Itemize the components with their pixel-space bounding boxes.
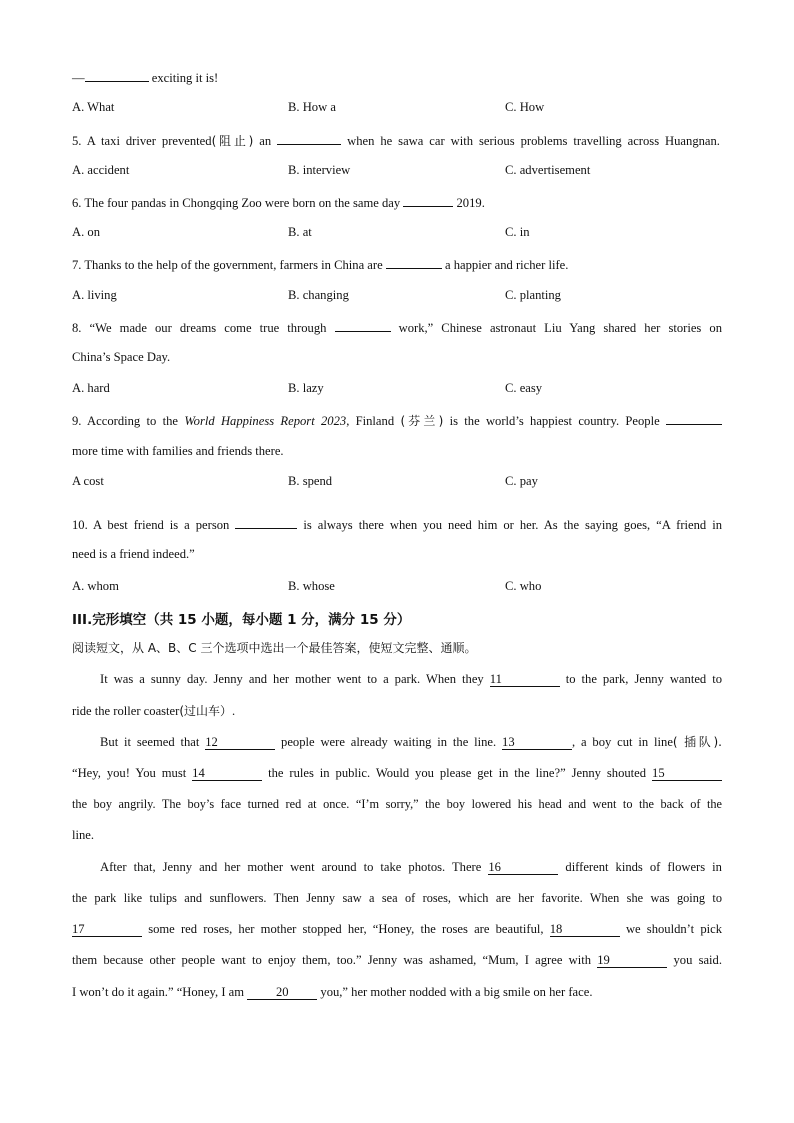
cloze-blank-16[interactable]: 16 [488,860,558,875]
q9-option-c[interactable]: C. pay [505,474,538,488]
q7-option-b[interactable]: B. changing [288,288,349,302]
cloze-blank-14[interactable]: 14 [192,766,262,781]
passage-line: them because other people want to enjoy them, too.” Jenny was ashamed, “Mum, I agree with 19 you said. [72,953,723,967]
passage-line: After that, Jenny and her mother went around to take photos. There 16 different kinds of flowers in [100,860,722,874]
cloze-blank-12[interactable]: 12 [205,735,275,750]
passage-line: the boy angrily. The boy’s face turned red at once. “I’m sorry,” the boy lowered his head and went to the back of the [72,797,722,811]
question-5-stem: 5. A taxi driver prevented(阻止) an when he sawa car with serious problems travelling across Huangnan. [72,131,720,149]
answer-blank[interactable] [277,131,341,145]
q9-option-b[interactable]: B. spend [288,474,333,488]
passage-line: It was a sunny day. Jenny and her mother went to a park. When they 11 to the park, Jenny wanted to [100,672,723,686]
q6-option-a[interactable]: A. on [72,225,100,239]
passage-line: But it seemed that 12 people were already waiting in the line. 13 , a boy cut in line( 插队). [100,735,722,749]
question-8-stem-line2: China’s Space Day. [72,350,171,364]
q5-option-a[interactable]: A. accident [72,163,130,177]
q5-option-b[interactable]: B. interview [288,163,351,177]
question-8-stem: 8. “We made our dreams come true through work,” Chinese astronaut Liu Yang shared her stories on [72,318,722,336]
q8-option-a[interactable]: A. hard [72,381,110,395]
passage-line: 17 some red roses, her mother stopped her, “Honey, the roses are beautiful, 18 we shouldn’t pick [72,922,723,936]
cloze-blank-20[interactable]: 20 [247,985,317,1000]
cloze-blank-11[interactable]: 11 [490,672,560,687]
q6-option-c[interactable]: C. in [505,225,530,239]
section-title: III.完形填空（共 15 小题，每小题 1 分，满分 15 分） [72,612,411,628]
answer-blank[interactable] [235,515,297,529]
q6-option-b[interactable]: B. at [288,225,312,239]
question-10-stem-line2: need is a friend indeed.” [72,547,195,561]
q5-option-c[interactable]: C. advertisement [505,163,591,177]
question-9-stem-line2: more time with families and friends there. [72,444,284,458]
q4-option-c[interactable]: C. How [505,100,545,114]
cloze-blank-18[interactable]: 18 [550,922,620,937]
cloze-blank-19[interactable]: 19 [597,953,667,968]
q8-option-b[interactable]: B. lazy [288,381,324,395]
cloze-blank-17[interactable]: 17 [72,922,142,937]
q8-option-c[interactable]: C. easy [505,381,543,395]
q7-option-a[interactable]: A. living [72,288,117,302]
passage-line: “Hey, you! You must 14 the rules in public. Would you please get in the line?” Jenny shouted 15 [72,765,722,781]
question-7-stem: 7. Thanks to the help of the government, farmers in China are a happier and richer life. [72,255,568,273]
q10-option-c[interactable]: C. who [505,579,542,593]
q9-option-a[interactable]: A cost [72,474,104,488]
q4-option-b[interactable]: B. How a [288,100,336,114]
question-4-stem: — exciting it is! [72,68,218,86]
q4-option-a[interactable]: A. What [72,100,115,114]
cloze-blank-13[interactable]: 13 [502,735,572,750]
q7-option-c[interactable]: C. planting [505,288,561,302]
answer-blank[interactable] [386,255,442,269]
passage-line: line. [72,828,95,842]
answer-blank[interactable] [85,68,149,82]
question-10-stem: 10. A best friend is a person is always there when you need him or her. As the saying goes, “A friend in [72,515,722,533]
q10-option-b[interactable]: B. whose [288,579,335,593]
passage-line: I won’t do it again.” “Honey, I am 20 you,” her mother nodded with a big smile on her face. [72,985,593,999]
passage-line: the park like tulips and sunflowers. Then Jenny saw a sea of roses, which are her favorite. When she was going to [72,891,722,905]
section-instruction: 阅读短文，从 A、B、C 三个选项中选出一个最佳答案，使短文完整、通顺。 [72,641,477,655]
q10-option-a[interactable]: A. whom [72,579,119,593]
cloze-blank-15[interactable]: 15 [652,766,722,781]
answer-blank[interactable] [666,411,722,425]
answer-blank[interactable] [335,318,391,332]
question-9-stem: 9. According to the World Happiness Report 2023, Finland (芬兰) is the world’s happiest country. People [72,411,722,429]
passage-line: ride the roller coaster(过山车）. [72,704,236,718]
question-6-stem: 6. The four pandas in Chongqing Zoo were born on the same day 2019. [72,193,485,211]
answer-blank[interactable] [403,193,453,207]
